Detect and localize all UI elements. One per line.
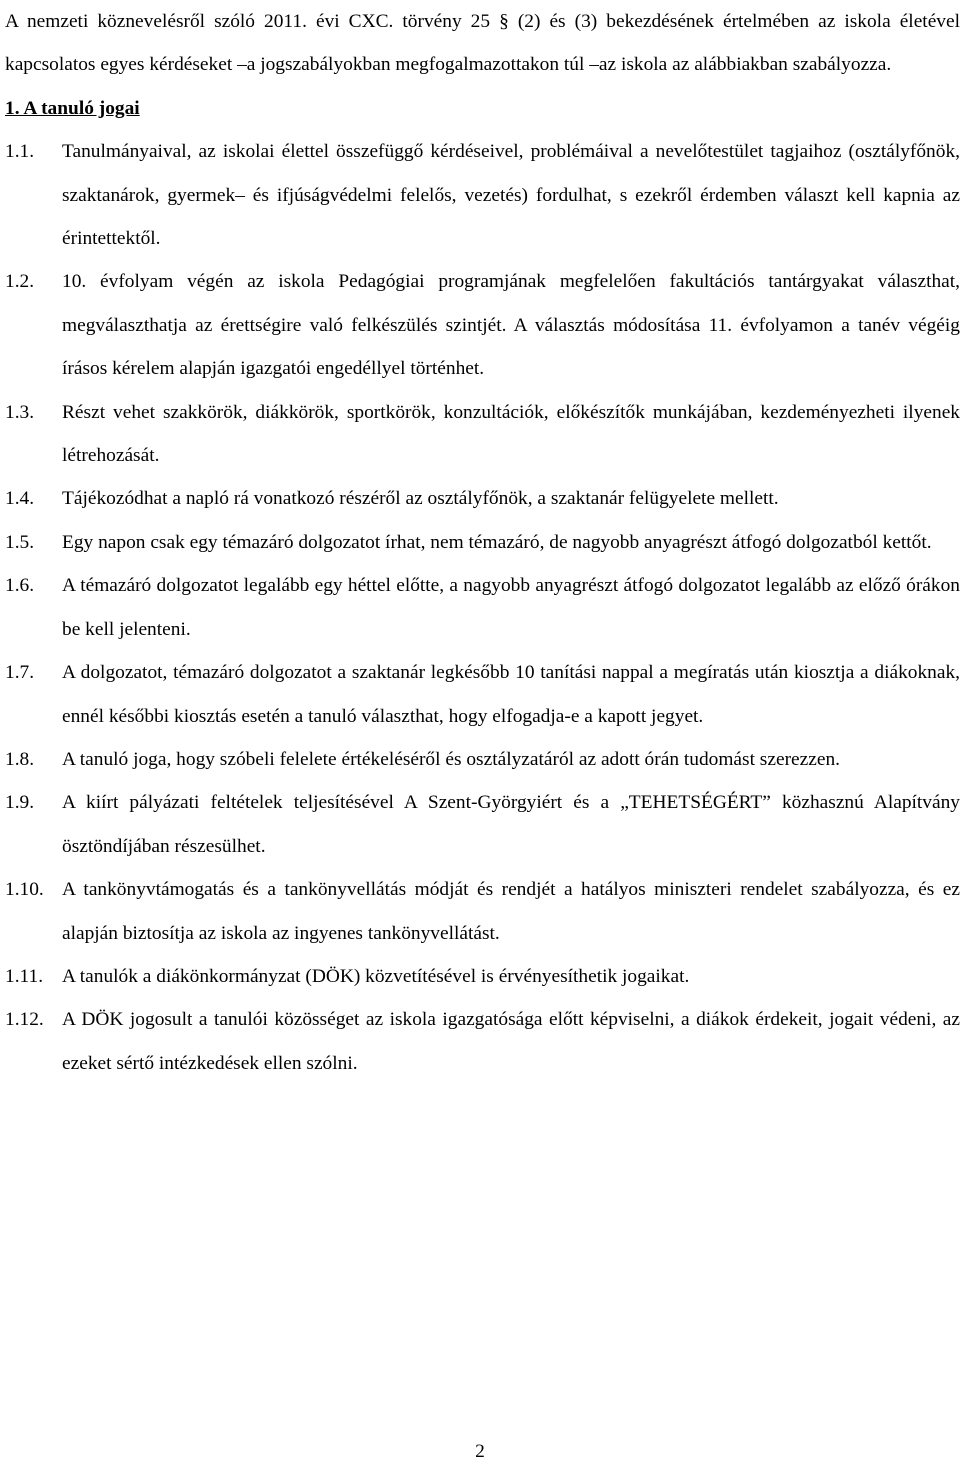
list-item-text: A dolgozatot, témazáró dolgozatot a szaktanár legkésőbb 10 tanítási nappal a megíratás után kiosztja a diákoknak, ennél későbbi kiosztás esetén a tanuló választhat, hogy elfogadja-e a kapott jegyet. bbox=[62, 662, 960, 727]
list-item-text: Tájékozódhat a napló rá vonatkozó részéről az osztályfőnök, a szaktanár felügyelete mellett. bbox=[62, 488, 779, 510]
list-item-text: Részt vehet szakkörök, diákkörök, sportkörök, konzultációk, előkészítők munkájában, kezdeményezheti ilyenek létrehozását. bbox=[62, 401, 960, 467]
list-item bbox=[5, 781, 960, 868]
list-item-number: 1.10. bbox=[5, 879, 44, 901]
list-item-number: 1.3. bbox=[5, 401, 35, 423]
list-item-text: Egy napon csak egy témazáró dolgozatot írhat, nem témazáró, de nagyobb anyagrészt átfogó dolgozatból kettőt. bbox=[62, 531, 932, 553]
list-item bbox=[5, 477, 960, 520]
list-item bbox=[5, 868, 960, 955]
list-item bbox=[5, 130, 960, 260]
list-item-number: 1.11. bbox=[5, 965, 44, 987]
list-item bbox=[5, 955, 960, 998]
list-item bbox=[5, 651, 960, 738]
list-item-text: A tankönyvtámogatás és a tankönyvellátás módját és rendjét a hatályos miniszteri rendelet szabályozza, és ez alapján biztosítja az iskola az ingyenes tankönyvellátást. bbox=[62, 879, 960, 944]
list-item bbox=[5, 998, 960, 1085]
section-heading: 1. A tanuló jogai bbox=[5, 97, 140, 119]
list-item bbox=[5, 738, 960, 781]
list-item-text: Tanulmányaival, az iskolai élettel összefüggő kérdéseivel, problémáival a nevelőtestület tagjaihoz (osztályfőnök, szaktanárok, gyermek– és ifjúságvédelmi felelős, vezetés) fordulhat, s ezekről érdemben választ kell kapnia az érintettektől. bbox=[62, 141, 960, 250]
document-page bbox=[5, 0, 960, 1085]
list-item-number: 1.9. bbox=[5, 792, 35, 814]
list-item-number: 1.5. bbox=[5, 531, 35, 553]
page-number: 2 bbox=[475, 1441, 485, 1462]
list-item-text: A kiírt pályázati feltételek teljesítésével A Szent-Györgyiért és a „TEHETSÉGÉRT” közhasznú Alapítvány ösztöndíjában részesülhet. bbox=[62, 792, 960, 857]
intro-paragraph: A nemzeti köznevelésről szóló 2011. évi CXC. törvény 25 § (2) és (3) bekezdésének értelmében az iskola életével kapcsolatos egyes kérdéseket –a jogszabályokban megfogalmazottakon túl –az iskola az alábbiakban szabályozza. bbox=[5, 11, 960, 76]
list-item-number: 1.4. bbox=[5, 488, 35, 510]
list-item-number: 1.2. bbox=[5, 271, 35, 293]
rights-list bbox=[5, 130, 960, 1085]
list-item-number: 1.12. bbox=[5, 1009, 44, 1031]
list-item bbox=[5, 260, 960, 390]
list-item-text: A DÖK jogosult a tanulói közösséget az iskola igazgatósága előtt képviselni, a diákok érdekeit, jogait védeni, az ezeket sértő intézkedések ellen szólni. bbox=[62, 1009, 960, 1074]
list-item-number: 1.7. bbox=[5, 662, 35, 684]
list-item bbox=[5, 564, 960, 651]
list-item-number: 1.1. bbox=[5, 141, 35, 163]
list-item bbox=[5, 521, 960, 564]
list-item-text: A tanuló joga, hogy szóbeli felelete értékeléséről és osztályzatáról az adott órán tudomást szerezzen. bbox=[62, 748, 840, 770]
list-item-number: 1.6. bbox=[5, 575, 35, 597]
list-item-text: A tanulók a diákönkormányzat (DÖK) közvetítésével is érvényesíthetik jogaikat. bbox=[62, 965, 690, 987]
list-item bbox=[5, 391, 960, 478]
list-item-number: 1.8. bbox=[5, 748, 35, 770]
list-item-text: A témazáró dolgozatot legalább egy héttel előtte, a nagyobb anyagrészt átfogó dolgozatot legalább az előző órákon be kell jelenteni. bbox=[62, 575, 960, 640]
list-item-text: 10. évfolyam végén az iskola Pedagógiai programjának megfelelően fakultációs tantárgyakat választhat, megválaszthatja az érettségire való felkészülés szintjét. A választás módosítása 11. évfolyamon a tanév végéig írásos kérelem alapján igazgatói engedéllyel történhet. bbox=[62, 271, 960, 380]
